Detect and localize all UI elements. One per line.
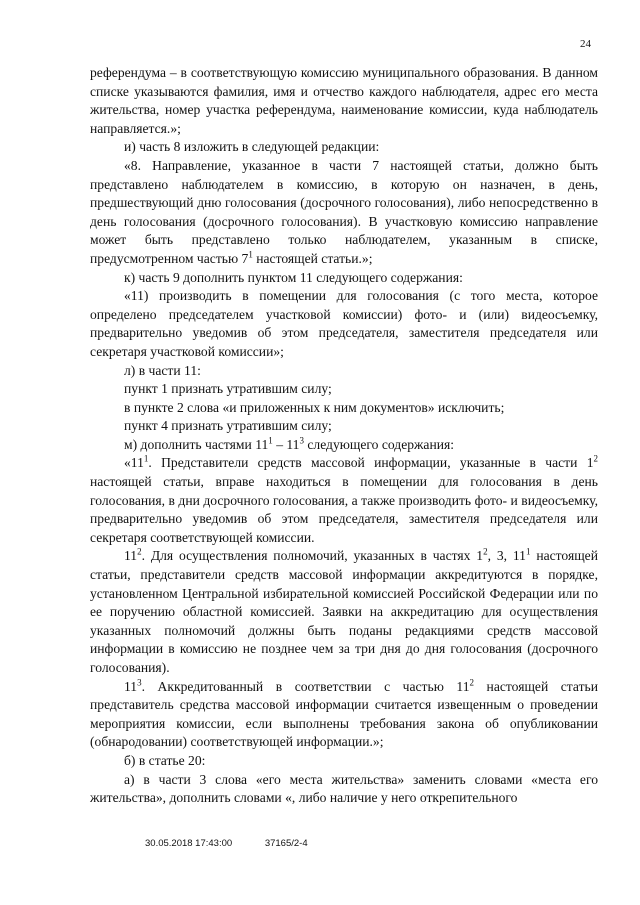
text-run: – 11: [272, 436, 300, 452]
superscript: 3: [137, 677, 142, 688]
paragraph: [90, 64, 598, 138]
text-run: . Аккредитованный в соответствии с частью 11: [141, 678, 470, 694]
document-body: [90, 64, 598, 808]
text-run: настоящей статьи.»;: [252, 250, 373, 266]
paragraph: [90, 138, 598, 157]
text-run: и) часть 8 изложить в следующей редакции:: [124, 139, 380, 155]
text-run: пункт 1 признать утратившим силу;: [124, 381, 332, 397]
superscript: 2: [469, 677, 474, 688]
paragraph: [90, 287, 598, 361]
text-run: 11: [124, 678, 138, 694]
superscript: 2: [483, 546, 488, 557]
text-run: . Для осуществления полномочий, указанных в частях 1: [141, 548, 484, 564]
superscript: 1: [143, 453, 149, 464]
text-run: 11: [124, 548, 138, 564]
text-run: , 3, 11: [487, 548, 526, 564]
text-run: м) дополнить частями 11: [124, 436, 269, 452]
paragraph: [90, 157, 598, 269]
text-run: «11) производить в помещении для голосования (с того места, которое определено председателем участковой комиссии) фото- и (или) видеосъемку, предварительно уведомив об этом председателя, заместителя председателя или секретаря участковой комиссии»;: [90, 288, 598, 359]
text-run: следующего содержания:: [303, 436, 455, 452]
superscript: 2: [593, 453, 598, 464]
paragraph: [90, 752, 598, 771]
paragraph: [90, 417, 598, 436]
superscript: 2: [137, 546, 142, 557]
text-run: к) часть 9 дополнить пунктом 11 следующего содержания:: [124, 269, 463, 285]
page-number: 24: [580, 38, 591, 50]
text-run: б) в статье 20:: [124, 752, 206, 768]
text-run: настоящей статьи, представители средств массовой информации аккредитуются в порядке, установленном Центральной избирательной комиссией Российской Федерации или по ее поручению областной комиссией. Заявки на аккредитацию для осуществления указанных полномочий должны быть поданы редакциями средств массовой информации в комиссию не позднее чем за три дня до дня голосования (досрочного голосования).: [90, 548, 598, 675]
footer-doc-id: 37165/2-4: [264, 838, 308, 849]
footer-timestamp: 30.05.2018 17:43:00: [145, 838, 233, 849]
text-run: настоящей статьи, вправе находиться в помещении для голосования в день голосования, в дни досрочного голосования, а также производить фото- и видеосъемку, предварительно уведомив об этом председателя, заместителя председателя или секретаря соответствующей комиссии.: [90, 474, 598, 545]
paragraph: [90, 771, 598, 808]
paragraph: [90, 269, 598, 288]
superscript: 3: [299, 435, 304, 446]
text-run: «11: [124, 455, 144, 471]
text-run: «8. Направление, указанное в части 7 настоящей статьи, должно быть представлено наблюдателем в комиссию, в которую он назначен, в день, предшествующий дню голосования (досрочного голосования), либо непосредственно в день голосования (досрочного голосования). В участковую комиссию направление может быть представлено только наблюдателем, указанным в списке, предусмотренном частью 7: [90, 157, 598, 266]
paragraph: [90, 399, 598, 418]
paragraph: [90, 436, 598, 455]
paragraph: [90, 380, 598, 399]
paragraph: [90, 454, 598, 547]
text-run: настоящей статьи представитель средства массовой информации считается извещенным о проведении мероприятия комиссии, если выполнены требования закона об опубликовании (обнародовании) соответствующей информации.»;: [90, 678, 599, 750]
superscript: 1: [525, 546, 531, 557]
text-run: . Представители средств массовой информации, указанные в части 1: [148, 455, 594, 471]
text-run: в пункте 2 слова «и приложенных к ним документов» исключить;: [124, 399, 505, 415]
superscript: 1: [248, 249, 253, 260]
paragraph: [90, 362, 598, 381]
paragraph: [90, 678, 598, 752]
text-run: а) в части 3 слова «его места жительства» заменить словами «места его жительства», дополнить словами «, либо наличие у него открепительного: [90, 771, 598, 806]
text-run: референдума – в соответствующую комиссию муниципального образования. В данном списке указываются фамилия, имя и отчество каждого наблюдателя, адрес его места жительства, номер участка референдума, наименование комиссии, куда наблюдатель направляется.»;: [90, 65, 598, 136]
superscript: 1: [268, 435, 273, 446]
footer: [145, 838, 338, 849]
paragraph: [90, 547, 598, 677]
text-run: пункт 4 признать утратившим силу;: [124, 418, 332, 434]
text-run: л) в части 11:: [124, 362, 201, 378]
